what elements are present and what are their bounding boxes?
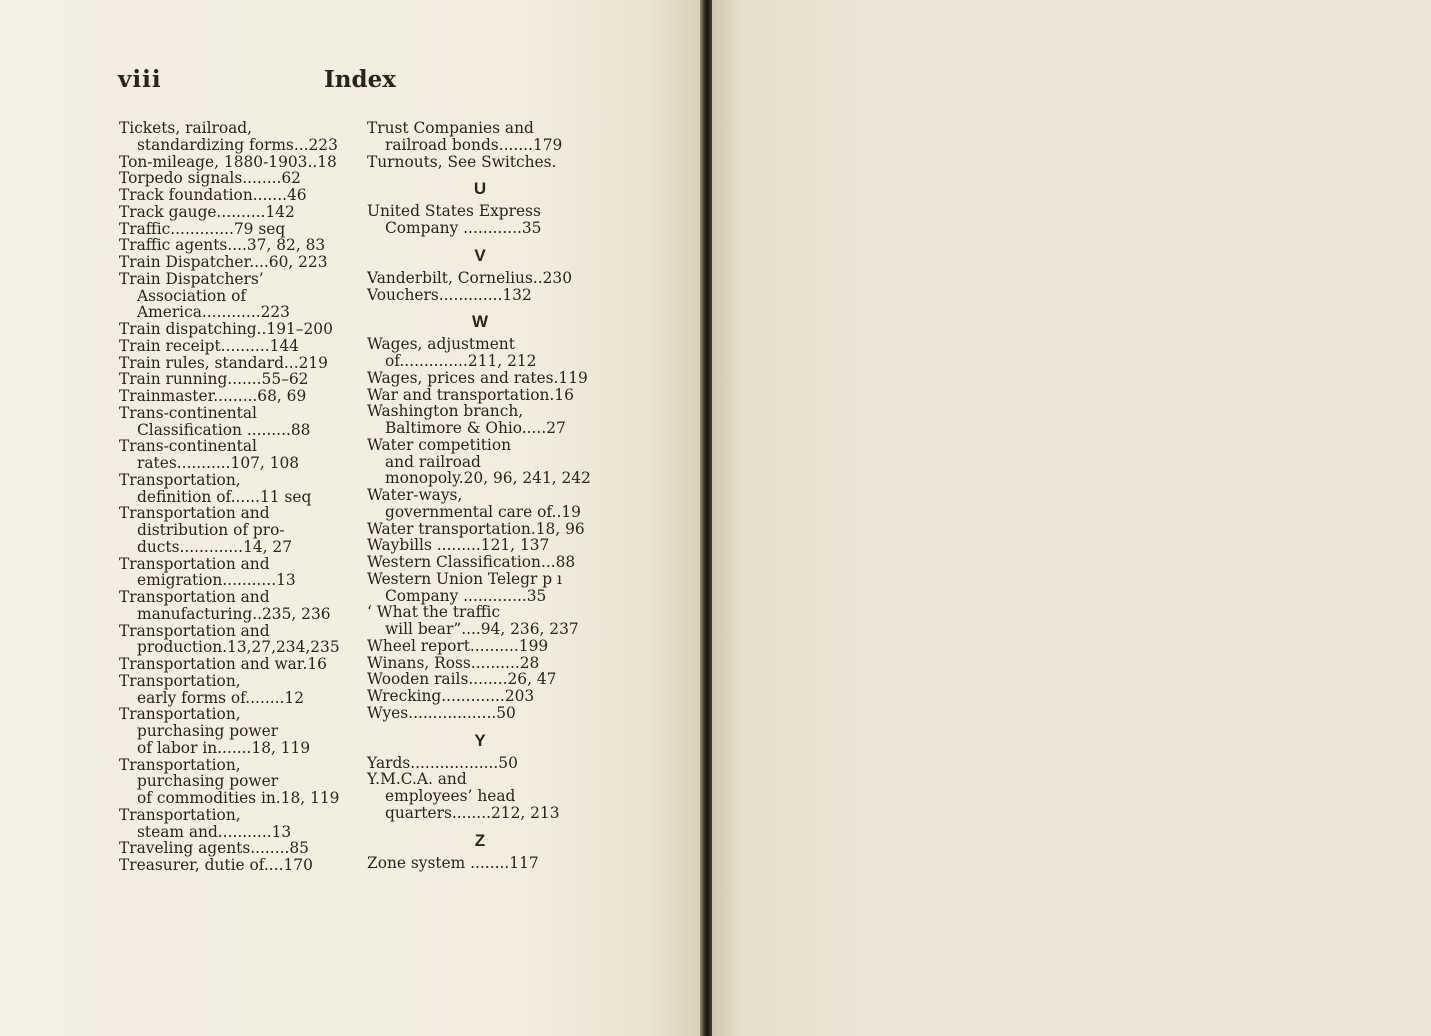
index-entry-line: of commodities in.18, 119 — [137, 789, 340, 807]
index-entry-line: Trainmaster.........68, 69 — [119, 387, 307, 405]
index-entry-line: Water-ways, — [367, 486, 463, 504]
index-entry-line: Wrecking.............203 — [367, 687, 535, 705]
index-entry-line: railroad bonds.......179 — [385, 135, 563, 154]
index-entry-line: Y.M.C.A. and — [367, 770, 467, 789]
index-entry-line: Transportation, — [119, 671, 241, 690]
index-section-letter: Z — [474, 830, 486, 850]
index-entry-line: Trans-continental — [119, 403, 257, 422]
index-entry-line: Traffic.............79 seq — [119, 219, 286, 238]
index-entry-line: Torpedo signals........62 — [119, 169, 301, 188]
index-entry-line: Vouchers.............132 — [367, 285, 532, 304]
index-entry-line: ‘ What the traffic — [367, 603, 501, 622]
index-entry-line: Winans, Ross..........28 — [367, 653, 540, 672]
index-section-letter: Y — [474, 730, 486, 750]
index-entry-line: Transportation, — [119, 470, 241, 489]
index-entry-line: purchasing power — [137, 722, 279, 740]
index-entry-line: will bear”....94, 236, 237 — [385, 620, 579, 638]
index-entry-line: quarters........212, 213 — [385, 803, 560, 822]
index-entry-line: United States Express — [367, 202, 541, 221]
index-entry-line: steam and...........13 — [137, 822, 292, 841]
index-entry-line: governmental care of..19 — [385, 502, 581, 521]
index-entry-line: Train Dispatchers’ — [119, 269, 264, 288]
index-entry-line: Zone system ........117 — [367, 853, 539, 872]
index-entry-line: distribution of pro- — [137, 521, 285, 539]
page-number: viii — [118, 66, 162, 93]
index-entry-line: monopoly.20, 96, 241, 242 — [385, 469, 591, 488]
index-entry-line: Western Union Telegr p ı — [367, 569, 562, 588]
index-entry-line: Wheel report..........199 — [367, 636, 549, 655]
index-entry-line: Ton-mileage, 1880-1903..18 — [119, 152, 337, 171]
index-entry-line: Association of — [137, 286, 247, 305]
index-entry-line: Wyes..................50 — [367, 703, 516, 722]
index-entry-line: of labor in.......18, 119 — [137, 738, 311, 757]
index-entry-line: Track foundation.......46 — [119, 186, 307, 204]
index-entry-line: rates...........107, 108 — [137, 454, 300, 472]
index-entry-line: production.13,27,234,235 — [137, 638, 340, 657]
index-entry-line: early forms of........12 — [137, 688, 304, 707]
index-entry-line: Vanderbilt, Cornelius..230 — [367, 268, 573, 287]
index-entry-line: Wooden rails........26, 47 — [367, 670, 557, 689]
index-entry-line: Trust Companies and — [367, 119, 534, 137]
index-entry-line: Transportation, — [119, 705, 241, 724]
index-entry-line: Train receipt..........144 — [119, 336, 299, 355]
index-entry-line: Transportation and war.16 — [119, 655, 327, 673]
index-entry-line: Waybills .........121, 137 — [367, 536, 550, 555]
index-entry-line: Transportation and — [119, 621, 270, 640]
index-entry-line: Company ............35 — [385, 219, 542, 237]
index-section-letter: V — [474, 245, 486, 265]
index-entry-line: of..............211, 212 — [385, 352, 537, 370]
index-entry-line: Transportation and — [119, 554, 270, 573]
index-entry-line: Water transportation.18, 96 — [367, 519, 585, 538]
index-entry-line: Transportation, — [119, 805, 241, 824]
index-entry-line: Company .............35 — [385, 586, 547, 605]
index-entry-line: Train Dispatcher....60, 223 — [119, 253, 328, 271]
index-entry-line: Turnouts, See Switches. — [367, 152, 557, 171]
index-entry-line: manufacturing..235, 236 — [137, 604, 331, 623]
index-entry-line: Transportation and — [119, 588, 270, 606]
index-entry-line: Yards..................50 — [367, 753, 518, 772]
left-page — [0, 0, 705, 1036]
index-entry-line: and railroad — [385, 452, 481, 471]
index-entry-line: America............223 — [137, 303, 290, 322]
index-entry-line: Western Classification...88 — [367, 553, 576, 571]
index-entry-line: Train rules, standard...219 — [119, 353, 328, 372]
index-entry-line: Classification .........88 — [137, 420, 311, 439]
index-entry-line: definition of......11 seq — [137, 487, 312, 506]
index-entry-line: War and transportation.16 — [367, 385, 574, 404]
index-section-letter: U — [473, 179, 487, 199]
index-column-left — [119, 120, 349, 874]
right-page-blank — [712, 0, 1431, 1036]
index-entry-line: Washington branch, — [367, 402, 524, 421]
index-column-right — [367, 120, 593, 871]
index-entry-line: ducts.............14, 27 — [137, 537, 293, 556]
index-entry-line: Trans-continental — [119, 437, 257, 456]
index-entry-line: Water competition — [367, 435, 512, 454]
page-title: Index — [324, 66, 396, 93]
index-entry-line: emigration...........13 — [137, 571, 296, 590]
index-entry-line: purchasing power — [137, 772, 279, 791]
index-entry-line: Track gauge..........142 — [119, 202, 295, 221]
page-header — [118, 66, 398, 102]
index-entry-line: Train running.......55–62 — [119, 370, 309, 389]
index-entry-line: Transportation, — [119, 755, 241, 774]
index-section-letter: W — [471, 312, 489, 332]
index-entry-line: Baltimore & Ohio.....27 — [385, 419, 566, 437]
index-entry-line: Train dispatching..191–200 — [119, 320, 333, 338]
index-entry-line: employees’ head — [385, 787, 516, 805]
index-entry-line: Wages, prices and rates.119 — [367, 368, 588, 387]
index-entry-line: Wages, adjustment — [367, 335, 515, 354]
index-entry-line: Traffic agents....37, 82, 83 — [119, 236, 326, 255]
index-entry-line: Transportation and — [119, 504, 270, 523]
index-entry-line: Tickets, railroad, — [119, 119, 253, 137]
index-entry-line: Traveling agents........85 — [119, 839, 309, 858]
index-entry-line: Treasurer, dutie of....170 — [119, 856, 313, 874]
index-entry-line: standardizing forms...223 — [137, 135, 338, 154]
